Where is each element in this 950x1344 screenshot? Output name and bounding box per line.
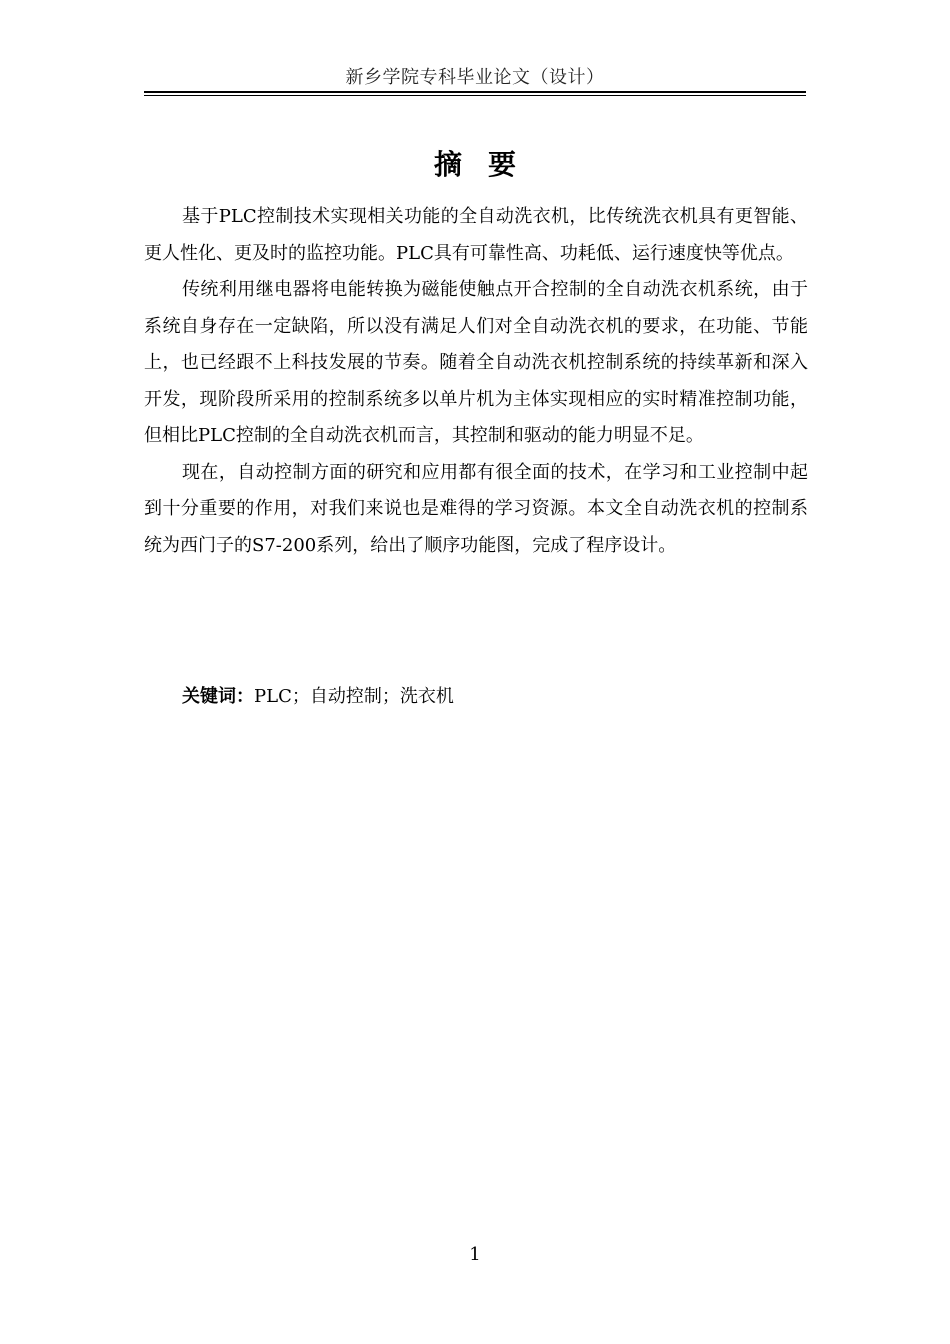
header-rule-thick [144,91,806,93]
keywords-text: PLC；自动控制；洗衣机 [254,686,454,707]
keywords-line [182,679,454,715]
abstract-paragraph-2: 传统利用继电器将电能转换为磁能使触点开合控制的全自动洗衣机系统，由于系统自身存在一定缺陷，所以没有满足人们对全自动洗衣机的要求，在功能、节能上，也已经跟不上科技发展的节奏。随着全自动洗衣机控制系统的持续革新和深入开发，现阶段所采用的控制系统多以单片机为主体实现相应的实时精准控制功能，但相比PLC控制的全自动洗衣机而言，其控制和驱动的能力明显不足。 [144,279,808,446]
header-rule-thin [144,95,806,96]
running-header: 新乡学院专科毕业论文（设计） [345,67,605,88]
abstract-paragraph-1: 基于PLC控制技术实现相关功能的全自动洗衣机，比传统洗衣机具有更智能、更人性化、更及时的监控功能。PLC具有可靠性高、功耗低、运行速度快等优点。 [144,206,808,264]
abstract-title: 摘要 [433,148,542,181]
page-number: 1 [469,1244,481,1265]
keywords-label: 关键词： [182,686,254,707]
abstract-body [144,199,808,564]
abstract-paragraph-3: 现在，自动控制方面的研究和应用都有很全面的技术，在学习和工业控制中起到十分重要的作用，对我们来说也是难得的学习资源。本文全自动洗衣机的控制系统为西门子的S7-200系列，给出了顺序功能图，完成了程序设计。 [144,461,808,556]
